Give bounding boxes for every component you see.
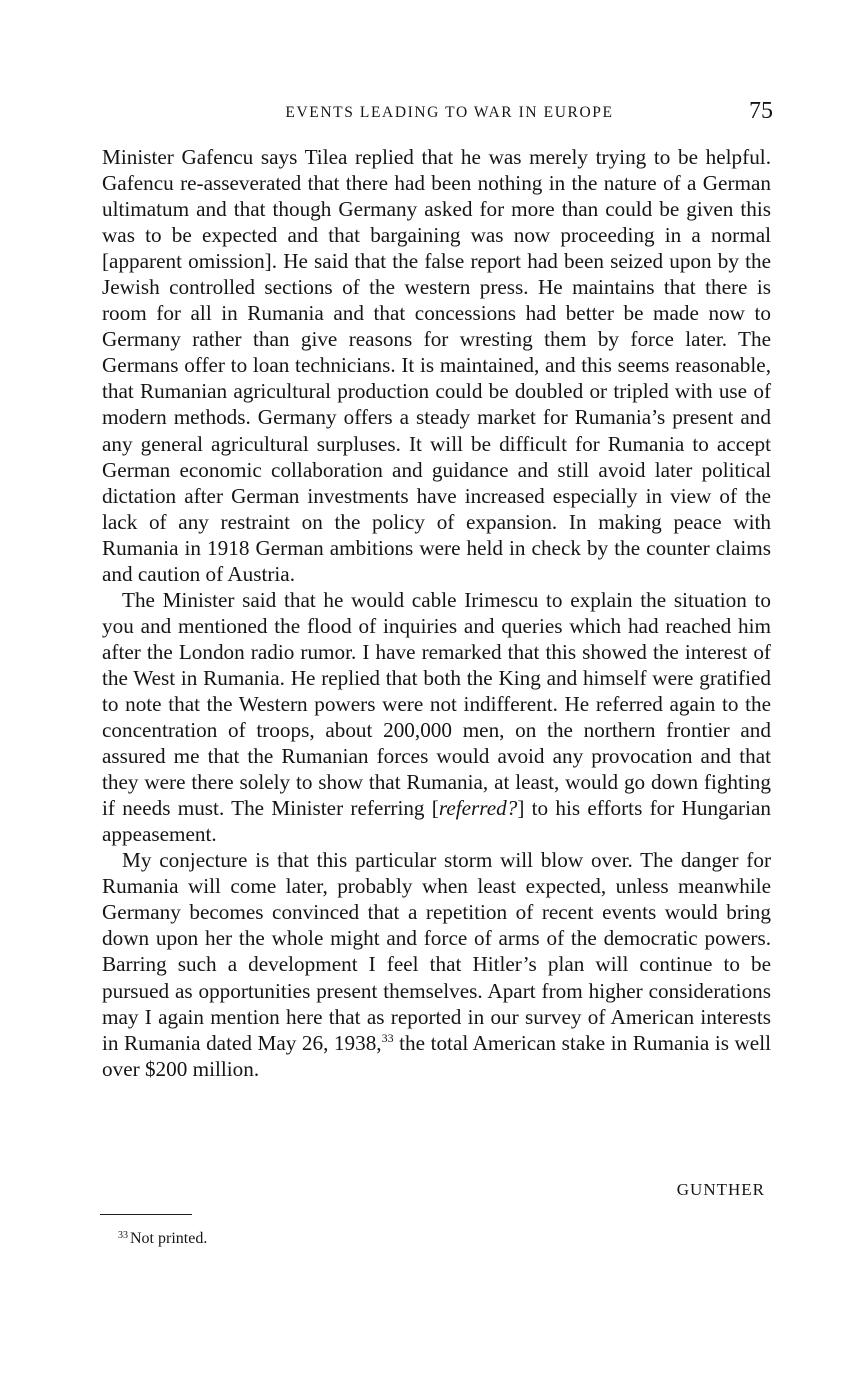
paragraph-3-text-b: the total American stake in Rumania is well over $200 million. (102, 1030, 771, 1081)
paragraph-2-text-b: ] to his efforts for Hungarian appeasement. (102, 796, 771, 847)
footnote-divider (100, 1214, 192, 1215)
running-title: EVENTS LEADING TO WAR IN EUROPE (285, 104, 614, 121)
editorial-italic: referred? (438, 796, 518, 821)
paragraph-3-text-a: My conjecture is that this particular storm will blow over. The danger for Rumania will come later, probably when least expected, unless meanwhile Germany becomes convinced that a repetition of recent events would bring down upon her the whole might and force of arms of the democratic powers. Barring such a development I feel that Hitler’s plan will continue to be pursued as opportunities present themselves. Apart from higher considerations may I again mention here that as reported in our survey of American interests in Rumania dated May 26, 1938, (102, 848, 771, 1055)
paragraph-2 (102, 587, 771, 847)
footnote-text: Not printed. (130, 1230, 208, 1247)
body-text (102, 144, 771, 1082)
footnote-marker: 33 (118, 1230, 128, 1241)
running-head (102, 100, 773, 130)
signature: GUNTHER (676, 1180, 765, 1199)
footnote (118, 1230, 207, 1248)
paragraph-2-text-a: The Minister said that he would cable Irimescu to explain the situation to you and mentioned the flood of inquiries and queries which had reached him after the London radio rumor. I have remarked that this showed the interest of the West in Rumania. He replied that both the King and himself were gratified to note that the Western powers were not indifferent. He referred again to the concentration of troops, about 200,000 men, on the northern frontier and assured me that the Rumanian forces would avoid any provocation and that they were there solely to show that Rumania, at least, would go down fighting if needs must. The Minister referring [ (102, 587, 771, 821)
footnote-reference: 33 (381, 1030, 394, 1045)
page-number: 75 (749, 98, 773, 124)
paragraph-3 (102, 847, 771, 1081)
paragraph-1: Minister Gafencu says Tilea replied that he was merely trying to be helpful. Gafencu re-asseverated that there had been nothing in the nature of a German ultimatum and that though Germany asked for more than could be given this was to be expected and that bargaining was now proceeding in a normal [apparent omission]. He said that the false report had been seized upon by the Jewish controlled sections of the western press. He maintains that there is room for all in Rumania and that concessions had better be made now to Germany rather than give reasons for wresting them by force later. The Germans offer to loan technicians. It is maintained, and this seems reasonable, that Rumanian agricultural production could be doubled or tripled with use of modern methods. Germany offers a steady market for Rumania’s present and any general agricultural surpluses. It will be difficult for Rumania to accept German economic collaboration and guidance and still avoid later political dictation after German investments have increased especially in view of the lack of any restraint on the policy of expansion. In making peace with Rumania in 1918 German ambitions were held in check by the counter claims and caution of Austria. (102, 145, 771, 586)
